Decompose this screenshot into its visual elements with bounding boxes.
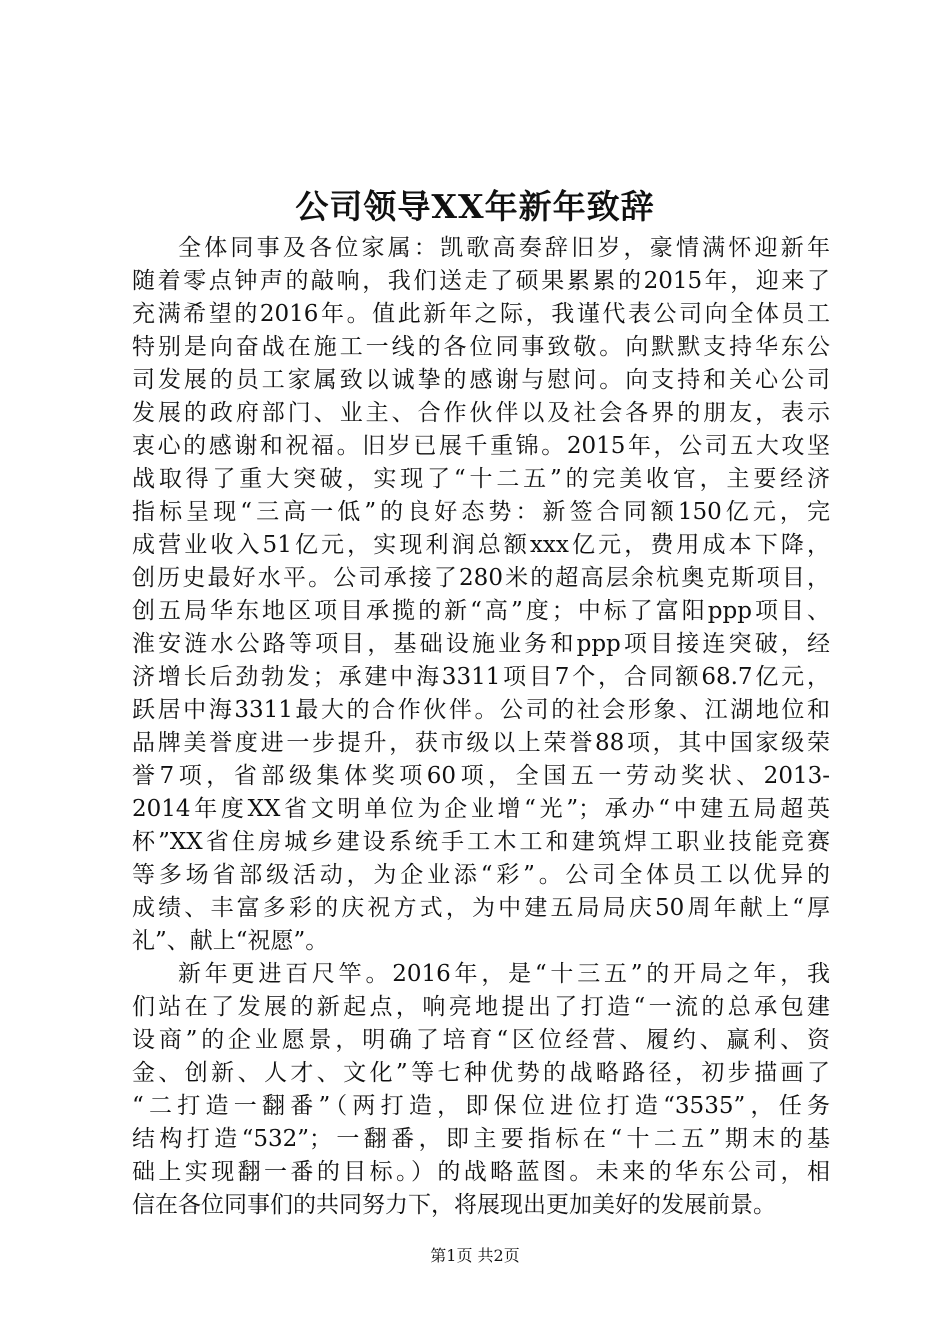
text-line: 成绩、丰富多彩的庆祝方式，为中建五局局庆50周年献上“厚 (132, 895, 830, 921)
text-line: 创五局华东地区项目承揽的新“高”度；中标了富阳ppp项目、 (132, 598, 830, 624)
text-line: 誉7项，省部级集体奖项60项，全国五一劳动奖状、2013- (132, 763, 830, 789)
text-line: 杯”XX省住房城乡建设系统手工木工和建筑焊工职业技能竞赛 (132, 829, 830, 855)
text-line: 等多场省部级活动，为企业添“彩”。公司全体员工以优异的 (132, 862, 830, 888)
page-number-footer: 第1页 共2页 (430, 1246, 520, 1265)
text-line: 全体同事及各位家属：凯歌高奏辞旧岁，豪情满怀迎新年 (178, 235, 830, 261)
text-line: 结构打造“532”；一翻番，即主要指标在“十二五”期末的基 (132, 1126, 830, 1152)
text-line: 司发展的员工家属致以诚挚的感谢与慰问。向支持和关心公司 (132, 367, 830, 393)
text-line: 金、创新、人才、文化”等七种优势的战略路径，初步描画了 (132, 1060, 830, 1086)
document-title: 公司领导XX年新年致辞 (295, 187, 655, 226)
text-line: 济增长后劲勃发；承建中海3311项目7个，合同额68.7亿元， (132, 664, 830, 690)
text-line: 2014年度XX省文明单位为企业增“光”；承办“中建五局超英 (132, 796, 830, 822)
paragraph-1 (132, 232, 830, 958)
text-line: 发展的政府部门、业主、合作伙伴以及社会各界的朋友，表示 (132, 400, 830, 426)
text-line: 随着零点钟声的敲响，我们送走了硕果累累的2015年，迎来了 (132, 268, 830, 294)
text-line: 跃居中海3311最大的合作伙伴。公司的社会形象、江湖地位和 (132, 697, 830, 723)
document-body (132, 232, 830, 1222)
text-line: 设商”的企业愿景，明确了培育“区位经营、履约、赢利、资 (132, 1027, 830, 1053)
text-line: 战取得了重大突破，实现了“十二五”的完美收官，主要经济 (132, 466, 830, 492)
text-line: 指标呈现“三高一低”的良好态势：新签合同额150亿元，完 (132, 499, 830, 525)
text-line: 充满希望的2016年。值此新年之际，我谨代表公司向全体员工 (132, 301, 830, 327)
paragraph-2 (132, 958, 830, 1222)
text-line: 信在各位同事们的共同努力下，将展现出更加美好的发展前景。 (132, 1192, 776, 1218)
text-line: 础上实现翻一番的目标。）的战略蓝图。未来的华东公司，相 (132, 1159, 830, 1185)
text-line: 们站在了发展的新起点，响亮地提出了打造“一流的总承包建 (132, 994, 830, 1020)
text-line: 成营业收入51亿元，实现利润总额xxx亿元，费用成本下降， (132, 532, 830, 558)
text-line: 特别是向奋战在施工一线的各位同事致敬。向默默支持华东公 (132, 334, 830, 360)
text-line: 淮安涟水公路等项目，基础设施业务和ppp项目接连突破，经 (132, 631, 830, 657)
text-line: 创历史最好水平。公司承接了280米的超高层余杭奥克斯项目， (132, 565, 830, 591)
text-line: 礼”、献上“祝愿”。 (132, 928, 329, 954)
text-line: 新年更进百尺竿。2016年，是“十三五”的开局之年，我 (178, 961, 830, 987)
text-line: 衷心的感谢和祝福。旧岁已展千重锦。2015年，公司五大攻坚 (132, 433, 830, 459)
text-line: 品牌美誉度进一步提升，获市级以上荣誉88项，其中国家级荣 (132, 730, 830, 756)
text-line: “二打造一翻番”（两打造，即保位进位打造“3535”，任务 (132, 1093, 830, 1119)
